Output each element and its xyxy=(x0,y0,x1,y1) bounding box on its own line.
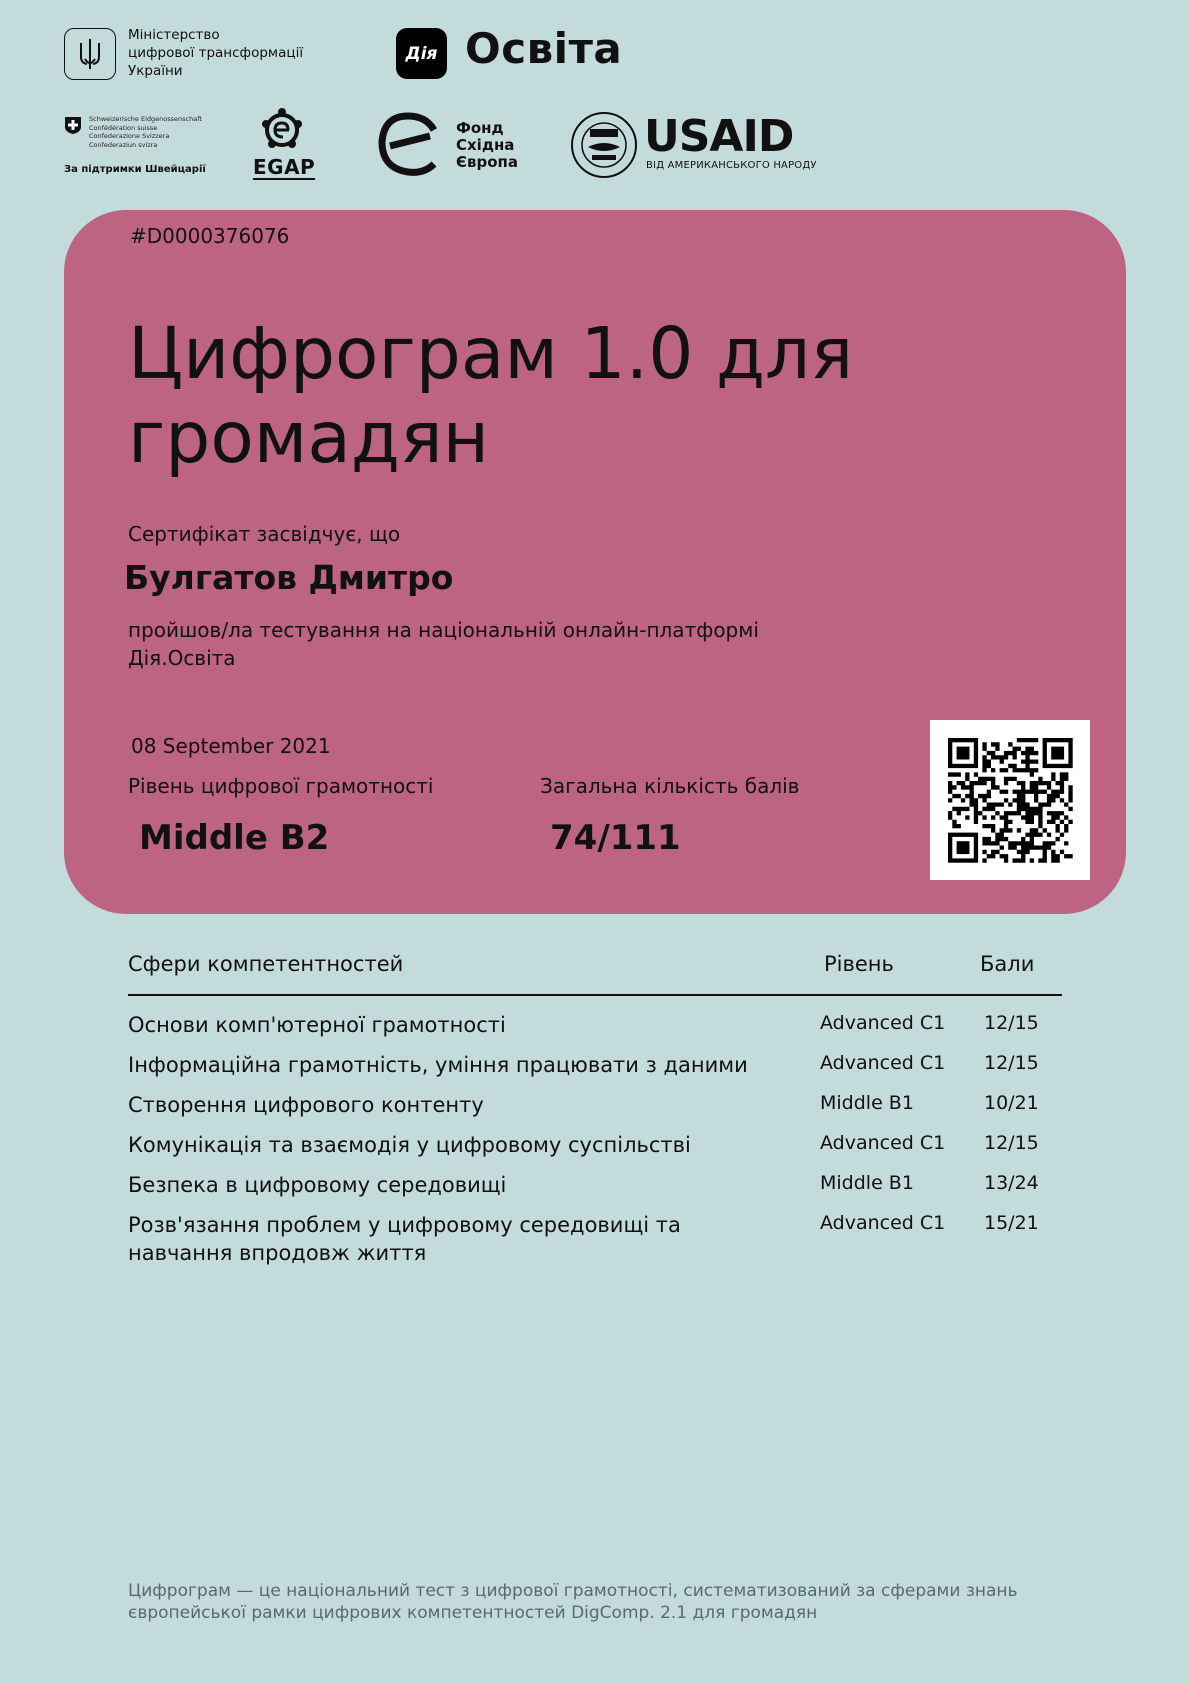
footnote: Цифрограм — це національний тест з цифрової грамотності, систематизований за сферами знань європейської рамки цифрових компетентностей DigComp. 2.1 для громадян xyxy=(128,1581,1018,1623)
fond-logo-icon xyxy=(376,112,442,178)
swiss-line: Confederazione Svizzera xyxy=(89,132,170,140)
column-header-level: Рівень xyxy=(824,952,894,976)
competency-area: Основи комп'ютерної грамотності xyxy=(128,1013,506,1037)
swiss-confederation-text xyxy=(89,115,209,149)
score-label: Загальна кількість балів xyxy=(540,774,800,798)
certificate-title xyxy=(128,312,1028,480)
competency-level: Advanced C1 xyxy=(820,1132,946,1154)
level-label: Рівень цифрової грамотності xyxy=(128,774,434,798)
competency-level: Advanced C1 xyxy=(820,1052,946,1074)
swiss-line: Confédération suisse xyxy=(89,123,158,132)
competency-score: 15/21 xyxy=(984,1212,1039,1234)
competency-score: 13/24 xyxy=(984,1172,1039,1194)
passed-text: пройшов/ла тестування на національній онлайн-платформі Дія.Освіта xyxy=(128,618,759,670)
certifies-text: Сертифікат засвідчує, що xyxy=(128,522,401,546)
ministry-line: Міністерство xyxy=(128,27,220,43)
ministry-line: України xyxy=(128,63,183,79)
competency-level: Advanced C1 xyxy=(820,1012,946,1034)
title-line: громадян xyxy=(128,396,490,479)
brand-name: Освіта xyxy=(465,24,623,73)
qr-code-icon xyxy=(930,720,1090,880)
ministry-logo xyxy=(64,28,116,80)
competency-level: Middle B1 xyxy=(820,1172,914,1194)
swiss-cross-icon xyxy=(64,116,82,135)
title-line: Цифрограм 1.0 для xyxy=(128,312,854,395)
competency-area: Комунікація та взаємодія у цифровому суспільстві xyxy=(128,1133,691,1157)
egap-logo-text: EGAP xyxy=(253,155,316,179)
swiss-line: Confederaziun svizra xyxy=(89,140,158,149)
fond-line: Східна xyxy=(456,136,515,154)
certificate-id: #D0000376076 xyxy=(130,224,290,248)
competency-score: 12/15 xyxy=(984,1012,1039,1034)
column-header-score: Бали xyxy=(980,952,1035,976)
fond-line: Європа xyxy=(456,153,519,171)
table-divider xyxy=(128,994,1062,996)
swiss-line: Schweizerische Eidgenossenschaft xyxy=(89,115,202,123)
recipient-name: Булгатов Дмитро xyxy=(124,558,454,597)
competency-score: 12/15 xyxy=(984,1132,1039,1154)
competency-score: 12/15 xyxy=(984,1052,1039,1074)
qr-code[interactable] xyxy=(930,720,1090,880)
competency-level: Middle B1 xyxy=(820,1092,914,1114)
competency-level: Advanced C1 xyxy=(820,1212,946,1234)
competency-area: Інформаційна грамотність, уміння працювати з даними xyxy=(128,1053,748,1077)
column-header-areas: Сфери компетентностей xyxy=(128,952,404,976)
score-value: 74/111 xyxy=(550,818,681,858)
ministry-line: цифрової трансформації xyxy=(128,45,304,61)
competency-area: Безпека в цифровому середовищі xyxy=(128,1173,507,1197)
trident-icon xyxy=(77,37,103,71)
ministry-name xyxy=(128,26,328,80)
competency-area: Розв'язання проблем у цифровому середовищі та навчання впродовж життя xyxy=(128,1213,681,1265)
diya-logo: Дія xyxy=(396,28,447,79)
swiss-support-text: За підтримки Швейцарії xyxy=(64,164,206,175)
fond-name xyxy=(456,120,518,171)
fond-line: Фонд xyxy=(456,119,504,137)
issue-date: 08 September 2021 xyxy=(131,734,331,758)
usaid-logo-text: USAID xyxy=(644,111,794,162)
competency-area: Створення цифрового контенту xyxy=(128,1093,484,1117)
level-value: Middle B2 xyxy=(139,818,330,858)
usaid-tagline: ВІД АМЕРИКАНСЬКОГО НАРОДУ xyxy=(646,160,817,171)
egap-icon xyxy=(260,108,304,152)
competency-score: 10/21 xyxy=(984,1092,1039,1114)
usaid-seal-icon xyxy=(570,111,638,179)
